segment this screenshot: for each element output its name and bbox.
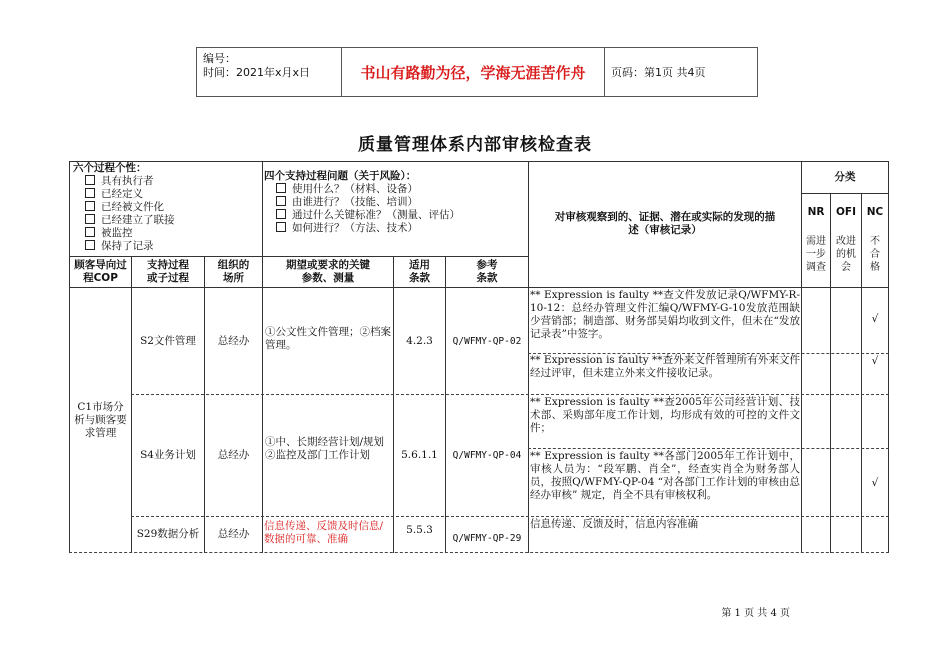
col-header-expect: 期望或要求的关键参数、测量 <box>286 259 370 284</box>
checkbox-icon <box>85 201 95 211</box>
col-header-ref: 参考条款 <box>476 259 498 284</box>
col-header-cop: 顾客导向过程COP <box>74 259 127 284</box>
obs-vdivider <box>528 161 529 553</box>
class-vdivider <box>801 161 802 553</box>
expectation: ①中、长期经营计划/规划②监控及部门工作计划 <box>265 436 385 461</box>
nc-check: √ <box>871 312 879 325</box>
page-footer: 第 1 页 共 4 页 <box>721 608 790 619</box>
nr-label: NR <box>807 205 825 218</box>
page-label: 页码：第1页 共4页 <box>611 66 706 79</box>
support-process: S29数据分析 <box>136 528 200 540</box>
checkbox-icon <box>276 222 286 232</box>
observation-header: 对审核观察到的、证据、潜在或实际的发现的描述（审核记录） <box>554 211 776 236</box>
checkbox-icon <box>276 209 286 219</box>
table-border-bottom <box>69 552 889 553</box>
page-header <box>196 47 758 97</box>
checklist-item: 如何进行？（方法、技术） <box>264 222 526 235</box>
four-questions-heading: 四个支持过程问题（关于风险）： <box>264 170 417 182</box>
checklist-item: 被监控 <box>73 227 261 240</box>
place: 总经办 <box>217 528 250 540</box>
col-header-clause: 适用条款 <box>409 259 430 284</box>
checklist-item: 由谁进行？（技能、培训） <box>264 196 526 209</box>
ofi-label: OFI <box>835 205 856 218</box>
date-label: 时间：2021年x月x日 <box>203 66 311 79</box>
checklist-item: 已经建立了联接 <box>73 214 261 227</box>
reference: Q/WFMY-QP-29 <box>452 532 522 544</box>
expectation: 信息传递、反馈及时信息/数据的可靠、准确 <box>264 520 384 545</box>
expectation: ①公文性文件管理；②档案管理。 <box>265 326 391 351</box>
motto: 书山有路勤为径，学海无涯苦作舟 <box>342 48 605 96</box>
checkbox-icon <box>85 188 95 198</box>
clause: 5.6.1.1 <box>401 449 438 461</box>
place: 总经办 <box>217 449 250 461</box>
nc-check: √ <box>871 476 879 489</box>
checkbox-icon <box>85 175 95 185</box>
checklist-item: 具有执行者 <box>73 175 261 188</box>
checkbox-icon <box>85 227 95 237</box>
checklist-item: 保持了记录 <box>73 240 261 253</box>
col-header-place: 组织的场所 <box>217 259 250 284</box>
info-vdivider <box>262 161 263 257</box>
number-label: 编号： <box>203 52 236 65</box>
nc-label: NC <box>866 205 884 218</box>
support-process: S2文件管理 <box>140 334 196 347</box>
place: 总经办 <box>217 334 250 347</box>
col-header-support: 支持过程或子过程 <box>147 259 189 284</box>
checklist-item: 已经被文件化 <box>73 201 261 214</box>
checkbox-icon <box>276 183 286 193</box>
place-vdivider <box>262 256 263 553</box>
checkbox-icon <box>85 240 95 250</box>
checkbox-icon <box>85 214 95 224</box>
finding: ** Expression is faulty **查外来文件管理所有外来文件经过评审，但未建立外来文件接收记录。 <box>530 354 800 379</box>
nc-desc: 不合格 <box>870 235 880 273</box>
checklist-item: 通过什么关键标准？（测量、评估） <box>264 209 526 222</box>
classification-divider <box>801 193 889 194</box>
nr-desc: 需进一步调查 <box>806 235 826 273</box>
checklist-item: 已经定义 <box>73 188 261 201</box>
clause: 4.2.3 <box>406 334 433 347</box>
finding: ** Expression is faulty **查文件发放记录Q/WFMY-R-10-12：总经办管理文件汇编Q/WFMY-G-10发放范围缺少营销部；制造部、财务部吴娟均收到文件，但未在“发放记录表”中签字。 <box>530 289 800 340</box>
finding: ** Expression is faulty **查2005年公司经营计划、技术部、采购部年度工作计划，均形成有效的可控的文件文件； <box>530 396 800 434</box>
header-meta <box>197 48 342 96</box>
finding: 信息传递、反馈及时，信息内容准确 <box>530 518 698 530</box>
support-process: S4业务计划 <box>140 449 196 461</box>
cop-name: C1市场分析与顾客要求管理 <box>74 400 127 439</box>
checkbox-icon <box>276 196 286 206</box>
nc-check: √ <box>871 354 879 367</box>
classification-heading: 分类 <box>834 171 856 183</box>
page-title: 质量管理体系内部审核检查表 <box>358 135 592 155</box>
ofi-desc: 改进的机会 <box>836 235 856 273</box>
reference: Q/WFMY-QP-02 <box>452 335 522 347</box>
four-questions <box>264 170 526 235</box>
reference: Q/WFMY-QP-04 <box>452 450 522 461</box>
ofi-vdivider <box>861 193 862 553</box>
checklist-item: 使用什么？（材料、设备） <box>264 183 526 196</box>
table-border-right <box>888 161 889 553</box>
finding-divider <box>528 448 889 449</box>
six-properties <box>73 162 261 253</box>
six-properties-heading: 六个过程个性： <box>73 162 147 174</box>
clause: 5.5.3 <box>406 523 433 536</box>
finding: ** Expression is faulty **各部门2005年工作计划中，审核人员为：“段军鹏、肖全”，经查实肖全为财务部人员，按照Q/WFMY-QP-04 “对各部门工作计划的审核由总经办审核” 规定，肖全不具有审核权利。 <box>530 450 800 501</box>
